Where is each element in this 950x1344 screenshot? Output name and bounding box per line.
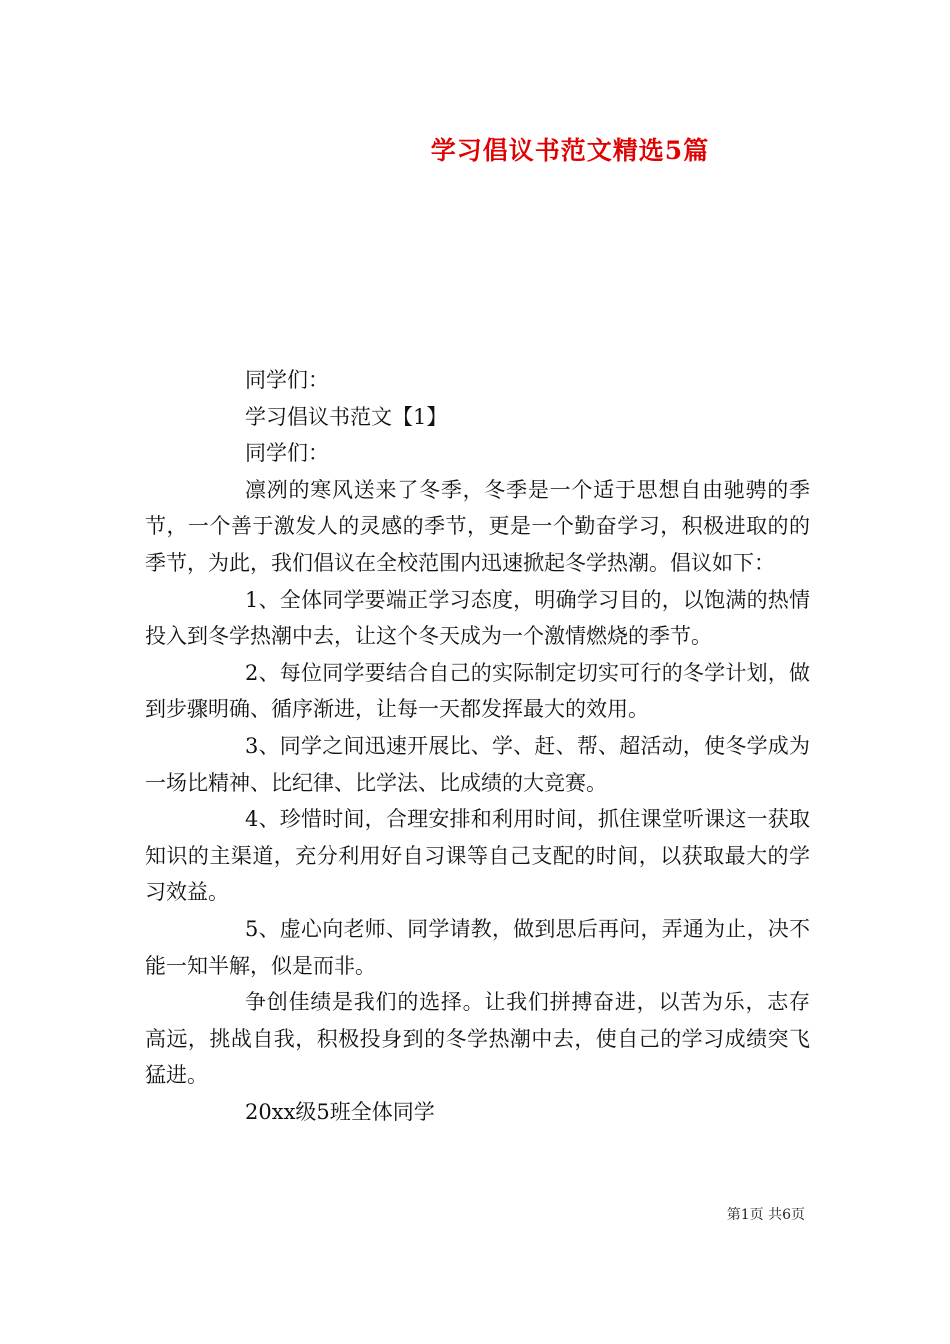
salutation: 同学们： <box>245 368 329 392</box>
salutation: 同学们： <box>245 441 329 466</box>
document-body <box>145 362 810 1130</box>
paragraph-closing: 争创佳绩是我们的选择。让我们拼搏奋进，以苦为乐，志存高远，挑战自我，积极投身到的冬学热潮中去，使自己的学习成绩突飞猛进。 <box>145 990 810 1088</box>
list-item: 1、全体同学要端正学习态度，明确学习目的，以饱满的热情投入到冬学热潮中去，让这个冬天成为一个激情燃烧的季节。 <box>145 587 810 649</box>
list-item: 2、每位同学要结合自己的实际制定切实可行的冬学计划，做到步骤明确、循序渐进，让每一天都发挥最大的效用。 <box>145 660 810 722</box>
paragraph-intro: 凛冽的寒风送来了冬季，冬季是一个适于思想自由驰骋的季节，一个善于激发人的灵感的季节，更是一个勤奋学习，积极进取的的季节，为此，我们倡议在全校范围内迅速掀起冬学热潮。倡议如下： <box>145 477 810 575</box>
list-item: 3、同学之间迅速开展比、学、赶、帮、超活动，使冬学成为一场比精神、比纪律、比学法、比成绩的大竞赛。 <box>145 733 810 795</box>
signature: 20xx级5班全体同学 <box>245 1099 435 1124</box>
list-item: 4、珍惜时间，合理安排和利用时间，抓住课堂听课这一获取知识的主渠道，充分利用好自习课等自己支配的时间，以获取最大的学习效益。 <box>145 807 810 905</box>
list-item: 5、虚心向老师、同学请教，做到思后再问，弄通为止，决不能一知半解，似是而非。 <box>145 916 810 978</box>
page-title: 学习倡议书范文精选5篇 <box>430 136 710 165</box>
section-heading: 学习倡议书范文【1】 <box>245 404 448 429</box>
page-number: 第1页 共6页 <box>726 1207 805 1223</box>
